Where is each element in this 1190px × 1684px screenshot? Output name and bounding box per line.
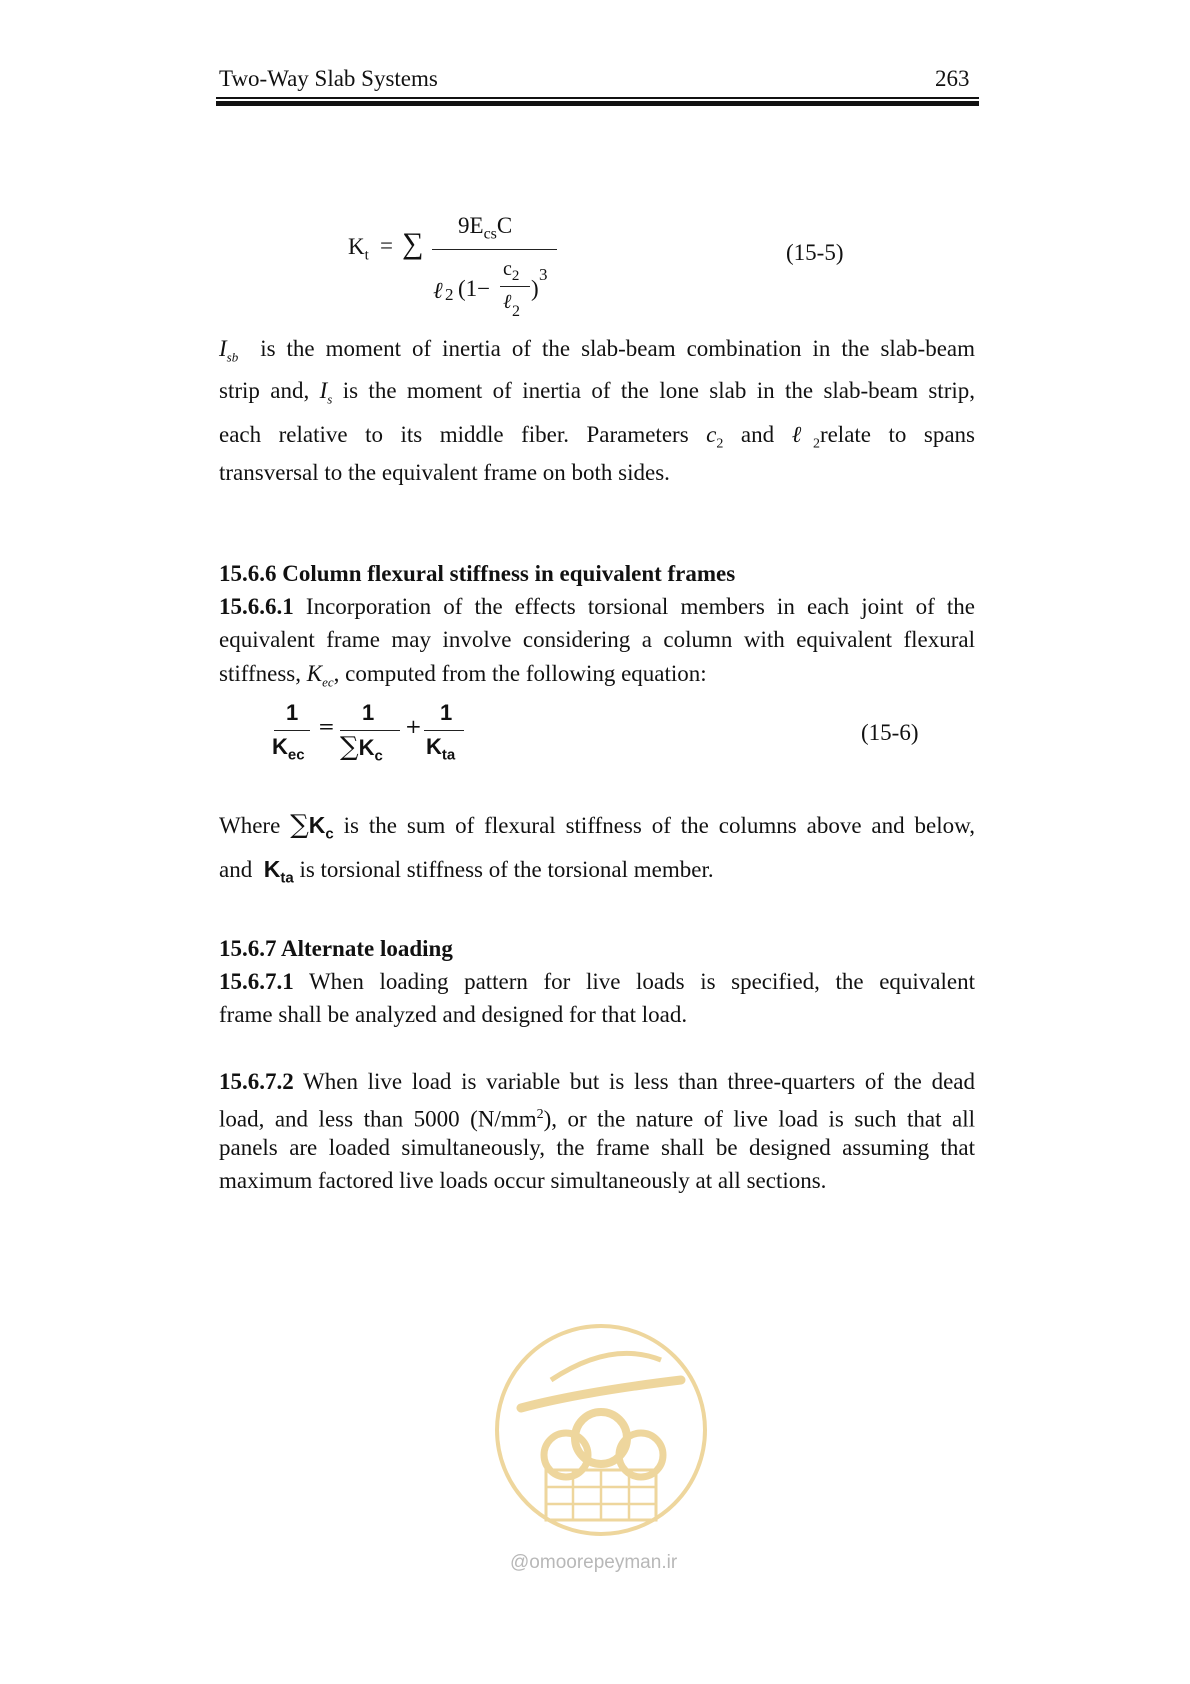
- page-number: 263: [935, 66, 970, 91]
- frac-bar-lhs: [274, 730, 310, 731]
- running-title: Two-Way Slab Systems: [219, 66, 438, 91]
- section-heading-15-6-6: 15.6.6 Column flexural stiffness in equivalent frames: [219, 561, 736, 586]
- para1-line2: strip and, $I_s$ is the moment of inertia of the lone slab in the slab-beam strip,: [219, 378, 975, 407]
- eq-lhs: K: [348, 234, 365, 259]
- para1-line3: each relative to its middle fiber. Parameters $c_2$ and ℓ$_2$relate to spans: [219, 422, 975, 452]
- at-icon: @: [510, 1552, 530, 1573]
- para-15-6-6-1-line2: equivalent frame may involve considering a column with equivalent flexural: [219, 627, 975, 652]
- para1-line4: transversal to the equivalent frame on both sides.: [219, 460, 670, 485]
- para-15-6-7-2-line4: maximum factored live loads occur simultaneously at all sections.: [219, 1168, 827, 1193]
- equation-number-15-6: (15-6): [861, 720, 919, 745]
- para-15-6-6-1-line3: stiffness, $K_{ec}$, computed from the following equation:: [219, 661, 707, 690]
- sum-symbol: ∑: [402, 227, 424, 260]
- eq-equals: =: [380, 233, 393, 258]
- para-15-6-7-2-line2: load, and less than 5000 $(N/mm^2)$, or the nature of live load is such that all: [219, 1106, 975, 1132]
- frac-bar-ta: [424, 730, 464, 731]
- para-15-6-7-1-line1: 15.6.7.1 When loading pattern for live loads is specified, the equivalent: [219, 969, 976, 994]
- header-rule-thin: [216, 97, 979, 99]
- section-heading-15-6-7: 15.6.7 Alternate loading: [219, 936, 453, 961]
- equation-number-15-5: (15-5): [786, 240, 844, 265]
- para1-line1: $I_{sb}$ is the moment of inertia of the slab-beam combination in the slab-beam: [219, 336, 975, 365]
- where-line2: and $K_{ta}$ is torsional stiffness of the torsional member.: [219, 856, 714, 887]
- equation-15-6: 1 $K_{ec}$ = 1 $\sum K_c$ + 1 $K_{ta}$: [270, 700, 500, 770]
- header-rule-thick: [216, 101, 979, 106]
- where-line1: Where $\sum K_c$ is the sum of flexural stiffness of the columns above and below,: [219, 810, 976, 843]
- para-15-6-7-2-line1: 15.6.7.2 When live load is variable but is less than three-quarters of the dead: [219, 1069, 975, 1094]
- main-fraction-bar: [432, 249, 557, 250]
- watermark-site: @omoorepeyman.ir: [510, 1552, 678, 1573]
- para-15-6-7-1-line2: frame shall be analyzed and designed for that load.: [219, 1002, 688, 1027]
- para-15-6-6-1-line1: 15.6.6.1 Incorporation of the effects torsional members in each joint of the: [219, 594, 975, 619]
- watermark-seal-icon: [491, 1320, 711, 1540]
- para-15-6-7-2-line3: panels are loaded simultaneously, the frame shall be designed assuming that: [219, 1135, 975, 1160]
- inner-fraction-bar: [500, 286, 530, 287]
- equation-15-5: $K_t$ = ∑ $9E_{cs}C$ ℓ 2 (1− $c_2$ ℓ 2 ) 3: [340, 205, 860, 335]
- watermark-logo: [491, 1320, 711, 1540]
